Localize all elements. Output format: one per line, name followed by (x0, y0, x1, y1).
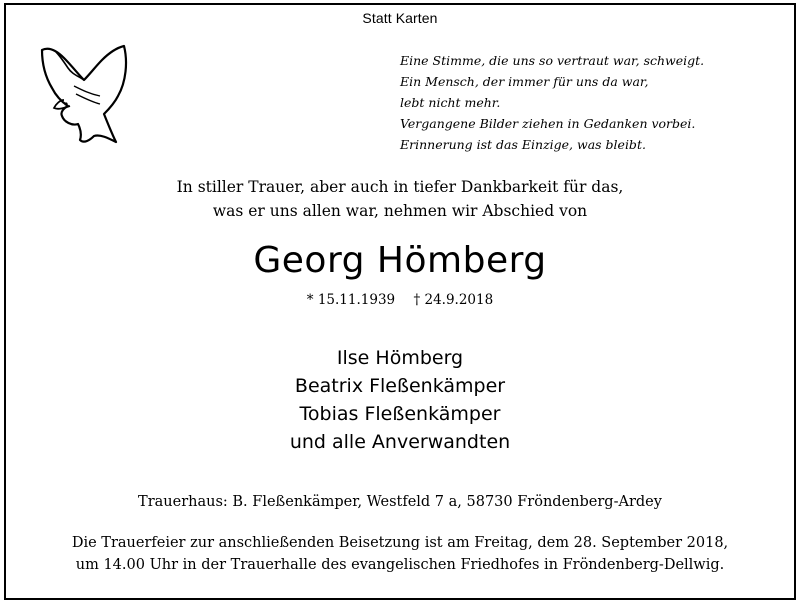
poem-line: lebt nicht mehr. (400, 95, 501, 110)
family-member: Ilse Hömberg (336, 347, 464, 369)
mourning-house-address: Trauerhaus: B. Fleßenkämper, Westfeld 7 a, 58730 Fröndenberg-Ardey (138, 494, 662, 510)
family-member: und alle Anverwandten (289, 431, 511, 453)
intro-line: In stiller Trauer, aber auch in tiefer Dankbarkeit für das, (176, 178, 624, 196)
ceremony-line: um 14.00 Uhr in der Trauerhalle des evangelischen Friedhofes in Fröndenberg-Dellwig. (75, 557, 725, 573)
death-date: † 24.9.2018 (413, 292, 494, 308)
intro-text (0, 175, 800, 223)
family-member: Beatrix Fleßenkämper (294, 375, 506, 397)
notice-header: Statt Karten (362, 10, 438, 26)
poem-line: Vergangene Bilder ziehen in Gedanken vorbei. (400, 116, 696, 131)
deceased-name: Georg Hömberg (253, 240, 547, 281)
birth-date: * 15.11.1939 (306, 292, 396, 308)
poem-line: Erinnerung ist das Einzige, was bleibt. (400, 137, 646, 152)
ceremony-line: Die Trauerfeier zur anschließenden Beisetzung ist am Freitag, dem 28. September 2018, (71, 535, 729, 551)
poem (400, 50, 704, 155)
ceremony-info (0, 532, 800, 576)
poem-line: Eine Stimme, die uns so vertraut war, schweigt. (400, 53, 705, 68)
life-dates (0, 292, 800, 308)
intro-line: was er uns allen war, nehmen wir Abschied von (212, 202, 588, 220)
dove-icon (34, 38, 134, 148)
poem-line: Ein Mensch, der immer für uns da war, (400, 74, 649, 89)
family-list (0, 344, 800, 456)
family-member: Tobias Fleßenkämper (299, 403, 501, 425)
